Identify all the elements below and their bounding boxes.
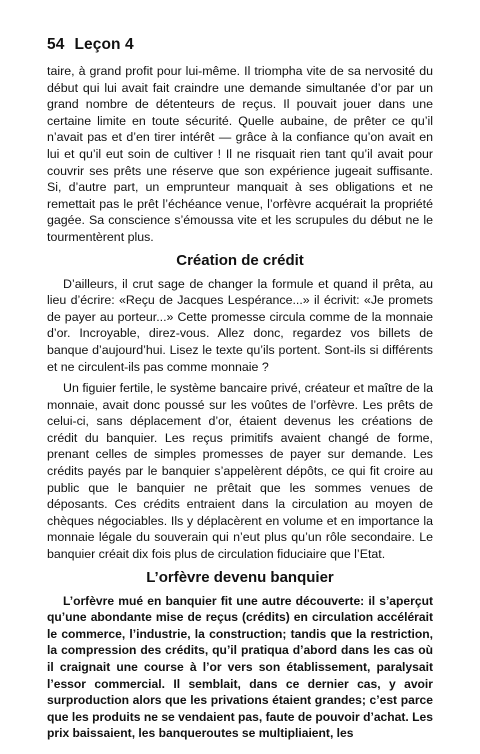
section-heading-orfevre-banquier: L’orfèvre devenu banquier <box>146 568 334 586</box>
running-header <box>47 36 433 54</box>
bold-paragraph: L’orfèvre mué en banquier fit une autre découverte: il s’aperçut qu’une abondante mise de reçus (crédits) en circulation accélérait le commerce, l’industrie, la construction; tandis que la restriction, la compression des crédits, qu’il pratiqua d’abord dans les cas où il craignait une course à l’or vers son établissement, paralysait l’essor commercial. Il semblait, dans ce dernier cas, y avoir surproduction alors que les privations étaient grandes; c’est parce que les produits ne se vendaient pas, faute de pouvoir d’achat. Les prix baissaient, les banqueroutes se multipliaient, les <box>47 593 433 741</box>
page-number: 54 <box>47 36 65 53</box>
body-paragraph: Un figuier fertile, le système bancaire privé, créateur et maître de la monnaie, avait donc poussé sur les voûtes de l’orfèvre. Les prêts de celui-ci, sans déplacement d’or, étaient devenus les créations de crédit du banquier. Les reçus primitifs avaient changé de forme, prenant celles de simples promesses de payer sur demande. Les crédits payés par le banquier s’appelèrent dépôts, ce qui fit croire au public que le banquier ne prêtait que les sommes venues de déposants. Ces crédits entraient dans la circulation au moyen de chèques négociables. Ils y déplacèrent en volume et en importance la monnaie légale du souverain qui n’eut plus qu’un rôle secondaire. Le banquier créait dix fois plus de circulation fiduciaire que l’Etat. <box>47 381 433 562</box>
body-paragraph: taire, à grand profit pour lui-même. Il triompha vite de sa nervosité du début qui lui avait fait craindre une demande simultanée d’or par un grand nombre de détenteurs de reçus. Il pouvait jouer dans une certaine limite en toute sécurité. Quelle aubaine, de prêter ce qu’il n’avait pas et d’en tirer intérêt — grâce à la confiance qu’on avait en lui et qu’il eut soin de cultiver ! Il ne risquait rien tant qu’il avait pour couvrir ses prêts une réserve que son expérience jugeait suffisante. Si, d’autre part, un emprunteur manquait à ses obligations et ne remettait pas le prêt l’échéance venue, l’orfèvre acquérait la propriété gagée. Sa conscience s’émoussa vite et les scrupules du début ne le tourmentèrent plus. <box>47 64 433 244</box>
chapter-title: Leçon 4 <box>74 36 134 53</box>
body-paragraph: D’ailleurs, il crut sage de changer la formule et quand il prêta, au lieu d’écrire: «Reçu de Jacques Lespérance...» il écrivit: «Je promets de payer au porteur...» Cette promesse circula comme de la monnaie d’or. Incroyable, direz-vous. Allez donc, regardez vos billets de banque d’aujourd’hui. Lisez le texte qu’ils portent. Sont-ils si différents et ne circulent-ils pas comme monnaie ? <box>47 276 433 374</box>
section-heading-creation-de-credit: Création de crédit <box>176 251 304 269</box>
book-page <box>47 36 433 742</box>
